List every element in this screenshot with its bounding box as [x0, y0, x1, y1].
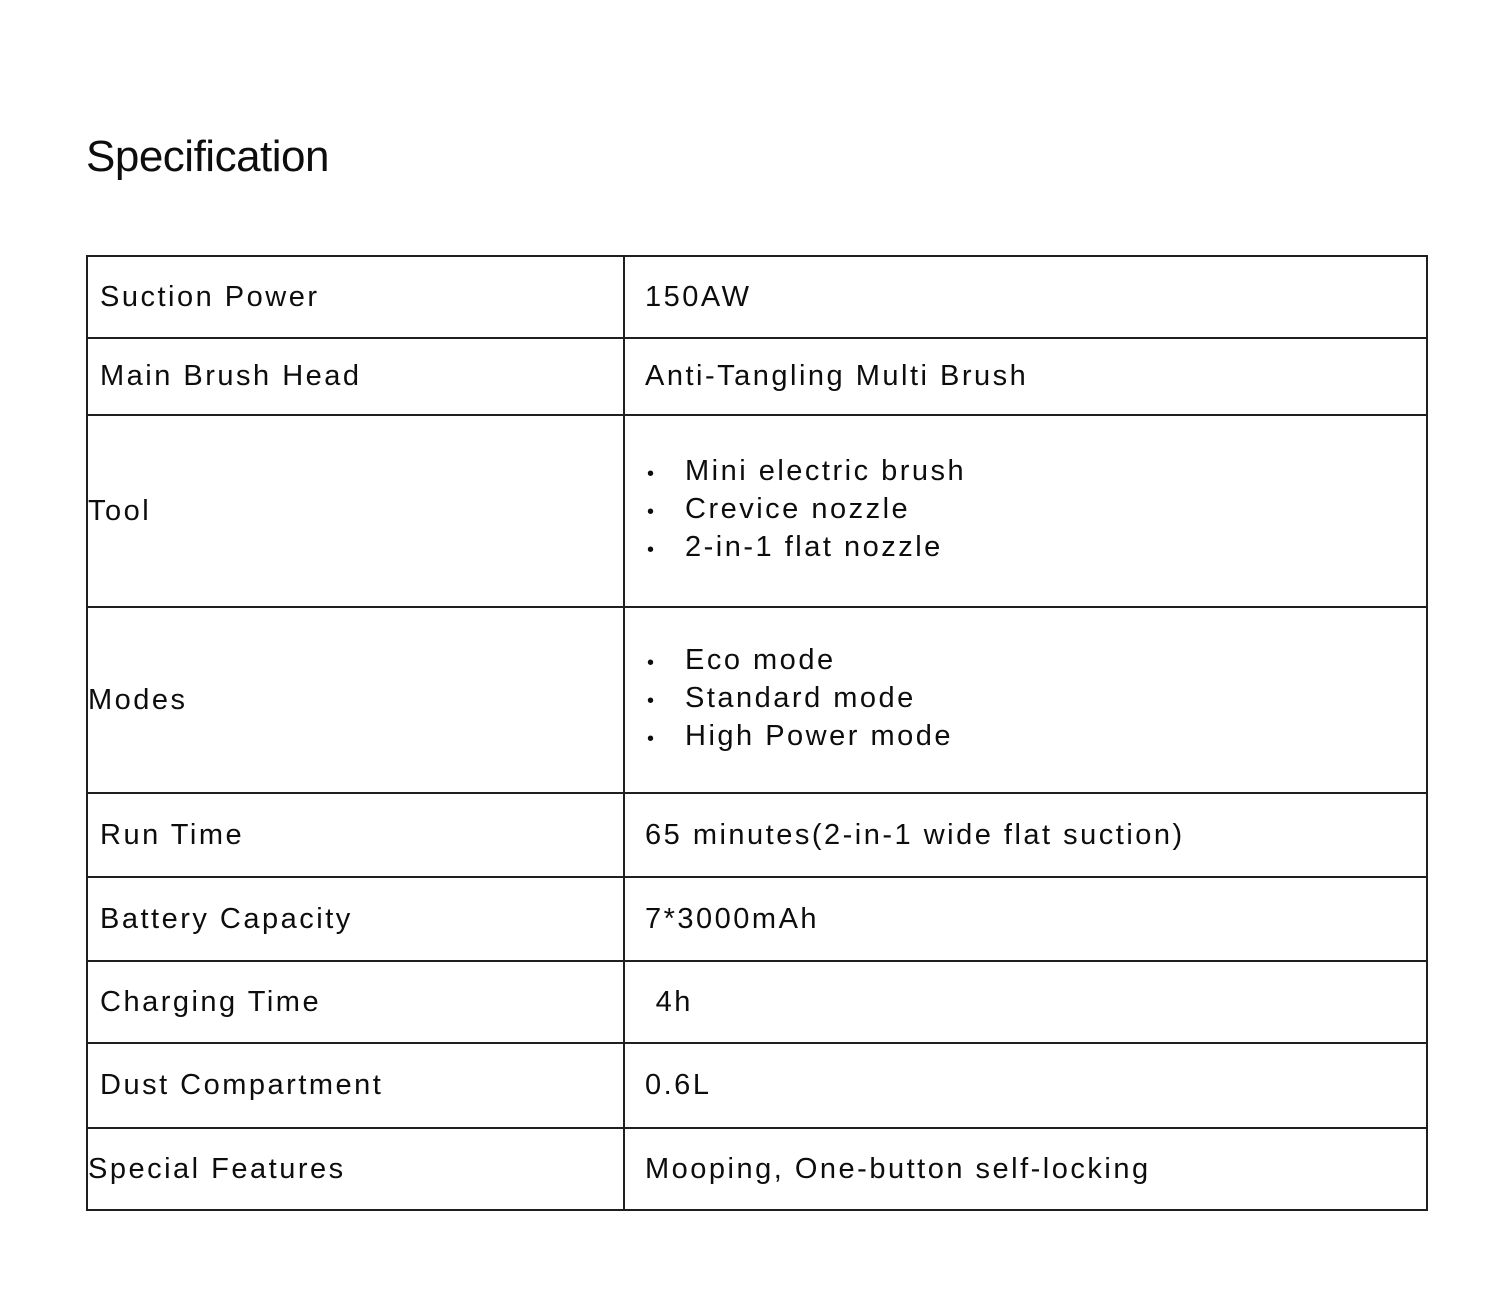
- spec-label: Suction Power: [87, 256, 624, 338]
- bullet-text: Standard mode: [685, 682, 916, 714]
- spec-value: [624, 415, 1427, 607]
- bullet-icon: •: [647, 690, 655, 712]
- specification-table: [86, 255, 1428, 1211]
- spec-table-row: [87, 1128, 1427, 1210]
- spec-table-row: [87, 415, 1427, 607]
- bullet-text: Mini electric brush: [685, 455, 967, 487]
- spec-label: Dust Compartment: [87, 1043, 624, 1128]
- bullet-icon: •: [647, 539, 655, 561]
- bullet-list: [647, 643, 1420, 757]
- spec-value: 7*3000mAh: [624, 877, 1427, 961]
- bullet-item: [647, 719, 1420, 757]
- spec-label: Charging Time: [87, 961, 624, 1043]
- bullet-text: 2-in-1 flat nozzle: [685, 531, 943, 563]
- bullet-icon: •: [647, 728, 655, 750]
- bullet-text: Eco mode: [685, 644, 836, 676]
- spec-value: 150AW: [624, 256, 1427, 338]
- bullet-icon: •: [647, 501, 655, 523]
- spec-table-row: [87, 338, 1427, 415]
- bullet-icon: •: [647, 652, 655, 674]
- spec-table-row: [87, 256, 1427, 338]
- spec-label: Special Features: [87, 1128, 624, 1210]
- spec-value: 0.6L: [624, 1043, 1427, 1128]
- spec-label: Battery Capacity: [87, 877, 624, 961]
- spec-value: 65 minutes(2-in-1 wide flat suction): [624, 793, 1427, 877]
- spec-table-row: [87, 961, 1427, 1043]
- spec-table-row: [87, 877, 1427, 961]
- bullet-icon: •: [647, 463, 655, 485]
- bullet-item: [647, 681, 1420, 719]
- spec-value: Anti-Tangling Multi Brush: [624, 338, 1427, 415]
- spec-label: Main Brush Head: [87, 338, 624, 415]
- spec-value: [624, 607, 1427, 793]
- bullet-item: [647, 492, 1420, 530]
- page-title: Specification: [86, 132, 329, 181]
- spec-table-row: [87, 607, 1427, 793]
- bullet-item: [647, 530, 1420, 568]
- spec-table-row: [87, 793, 1427, 877]
- spec-value: 4h: [624, 961, 1427, 1043]
- bullet-text: Crevice nozzle: [685, 493, 911, 525]
- bullet-list: [647, 454, 1420, 568]
- spec-label: Run Time: [87, 793, 624, 877]
- spec-table-row: [87, 1043, 1427, 1128]
- bullet-item: [647, 643, 1420, 681]
- bullet-text: High Power mode: [685, 720, 953, 752]
- spec-label: Modes: [87, 607, 624, 793]
- spec-label: Tool: [87, 415, 624, 607]
- spec-value: Mooping, One-button self-locking: [624, 1128, 1427, 1210]
- bullet-item: [647, 454, 1420, 492]
